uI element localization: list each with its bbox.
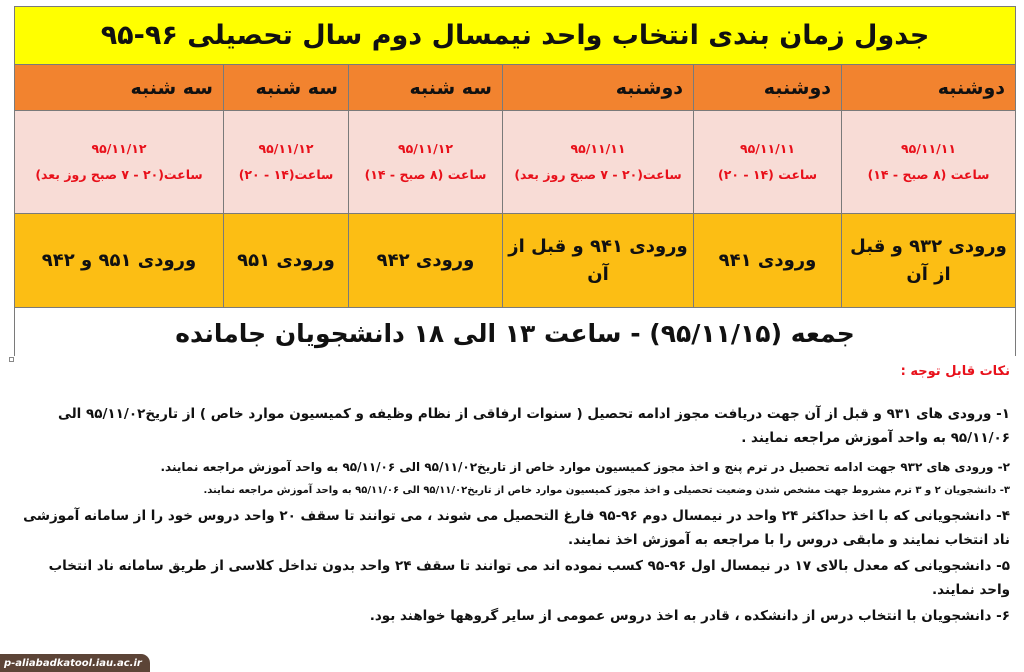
time-cell: [502, 111, 693, 213]
day-row: [15, 65, 1015, 111]
date-text: ۹۵/۱۱/۱۱: [740, 141, 795, 156]
date-text: ۹۵/۱۱/۱۲: [258, 141, 314, 156]
day-cell: دوشنبه: [841, 65, 1015, 110]
time-text: ساعت(۱۴ - ۲۰): [238, 167, 334, 182]
time-cell: [841, 111, 1015, 213]
time-cell: [223, 111, 348, 213]
notes-section: [14, 362, 1010, 628]
group-cell: ورودی ۹۴۲: [348, 214, 502, 307]
site-url: p-aliabadkatool.iau.ac.ir: [0, 654, 150, 672]
note-item: ۶- دانشجویان با انتخاب درس از دانشکده ، قادر به اخذ دروس عمومی از سایر گروهها خواهند بود.: [369, 608, 1010, 624]
note-item: ۲- ورودی های ۹۳۲ جهت ادامه تحصیل در ترم پنج و اخذ مجوز کمیسیون موارد خاص از تاریخ۹۵/۱۱/۰۲ الی ۹۵/۱۱/۰۶ به واحد آموزش مراجعه نمایند.: [160, 460, 1010, 474]
schedule-table: [14, 6, 1016, 356]
date-text: ۹۵/۱۱/۱۱: [570, 141, 626, 156]
date-text: ۹۵/۱۱/۱۱: [901, 141, 956, 156]
time-cell: [693, 111, 841, 213]
time-text: ساعت(۲۰ - ۷ صبح روز بعد): [514, 167, 682, 182]
day-cell: دوشنبه: [502, 65, 693, 110]
note-item: ۴- دانشجویانی که با اخذ حداکثر ۲۴ واحد در نیمسال دوم ۹۶-۹۵ فارغ التحصیل می شوند ، می توانند تا سقف ۲۰ واحد دروس خود را از سامانه آموزشی ناد انتخاب نمایند و مابقی دروس را با مراجعه به آموزش اخذ نمایند.: [23, 508, 1010, 548]
time-text: ساعت (۸ صبح - ۱۴): [364, 167, 487, 182]
note-item: ۳- دانشجویان ۲ و ۳ ترم مشروط جهت مشخص شدن وضعیت تحصیلی و اخذ مجوز کمیسیون موارد خاص از تاریخ۹۵/۱۱/۰۲ الی ۹۵/۱۱/۰۶ به واحد آموزش مراجعه نمایند.: [203, 485, 1010, 496]
notes-title: نکات قابل توجه :: [900, 364, 1010, 379]
date-text: ۹۵/۱۱/۱۲: [398, 141, 453, 156]
day-cell: سه شنبه: [348, 65, 502, 110]
time-row: [15, 111, 1015, 214]
day-cell: دوشنبه: [693, 65, 841, 110]
note-item: ۱- ورودی های ۹۳۱ و قبل از آن جهت دریافت مجوز ادامه تحصیل ( سنوات ارفاقی از نظام وظیفه و کمیسیون موارد خاص ) از تاریخ۹۵/۱۱/۰۲ الی ۹۵/۱۱/۰۶ به واحد آموزش مراجعه نمایند .: [57, 406, 1010, 446]
time-cell: [15, 111, 223, 213]
group-cell: ورودی ۹۵۱: [223, 214, 348, 307]
day-cell: سه شنبه: [223, 65, 348, 110]
group-cell: ورودی ۹۴۱: [693, 214, 841, 307]
late-registration: جمعه (۹۵/۱۱/۱۵) - ساعت ۱۳ الی ۱۸ دانشجویان جامانده: [15, 308, 1015, 359]
date-text: ۹۵/۱۱/۱۲: [91, 141, 147, 156]
group-cell: ورودی ۹۳۲ و قبل از آن: [841, 214, 1015, 307]
time-cell: [348, 111, 502, 213]
group-cell: ورودی ۹۴۱ و قبل از آن: [502, 214, 693, 307]
day-cell: سه شنبه: [130, 76, 213, 99]
group-row: [15, 214, 1015, 308]
time-text: ساعت (۱۴ - ۲۰): [718, 167, 817, 182]
time-text: ساعت (۸ صبح - ۱۴): [867, 167, 990, 182]
note-item: ۵- دانشجویانی که معدل بالای ۱۷ در نیمسال اول ۹۶-۹۵ کسب نموده اند می توانند تا سقف ۲۴ واحد بدون تداخل کلاسی از طریق سامانه ناد انتخاب واحد نمایند.: [48, 558, 1010, 598]
schedule-title: جدول زمان بندی انتخاب واحد نیمسال دوم سال تحصیلی ۹۶-۹۵: [15, 7, 1015, 65]
group-cell: ورودی ۹۵۱ و ۹۴۲: [41, 249, 197, 271]
time-text: ساعت(۲۰ - ۷ صبح روز بعد): [35, 167, 203, 182]
